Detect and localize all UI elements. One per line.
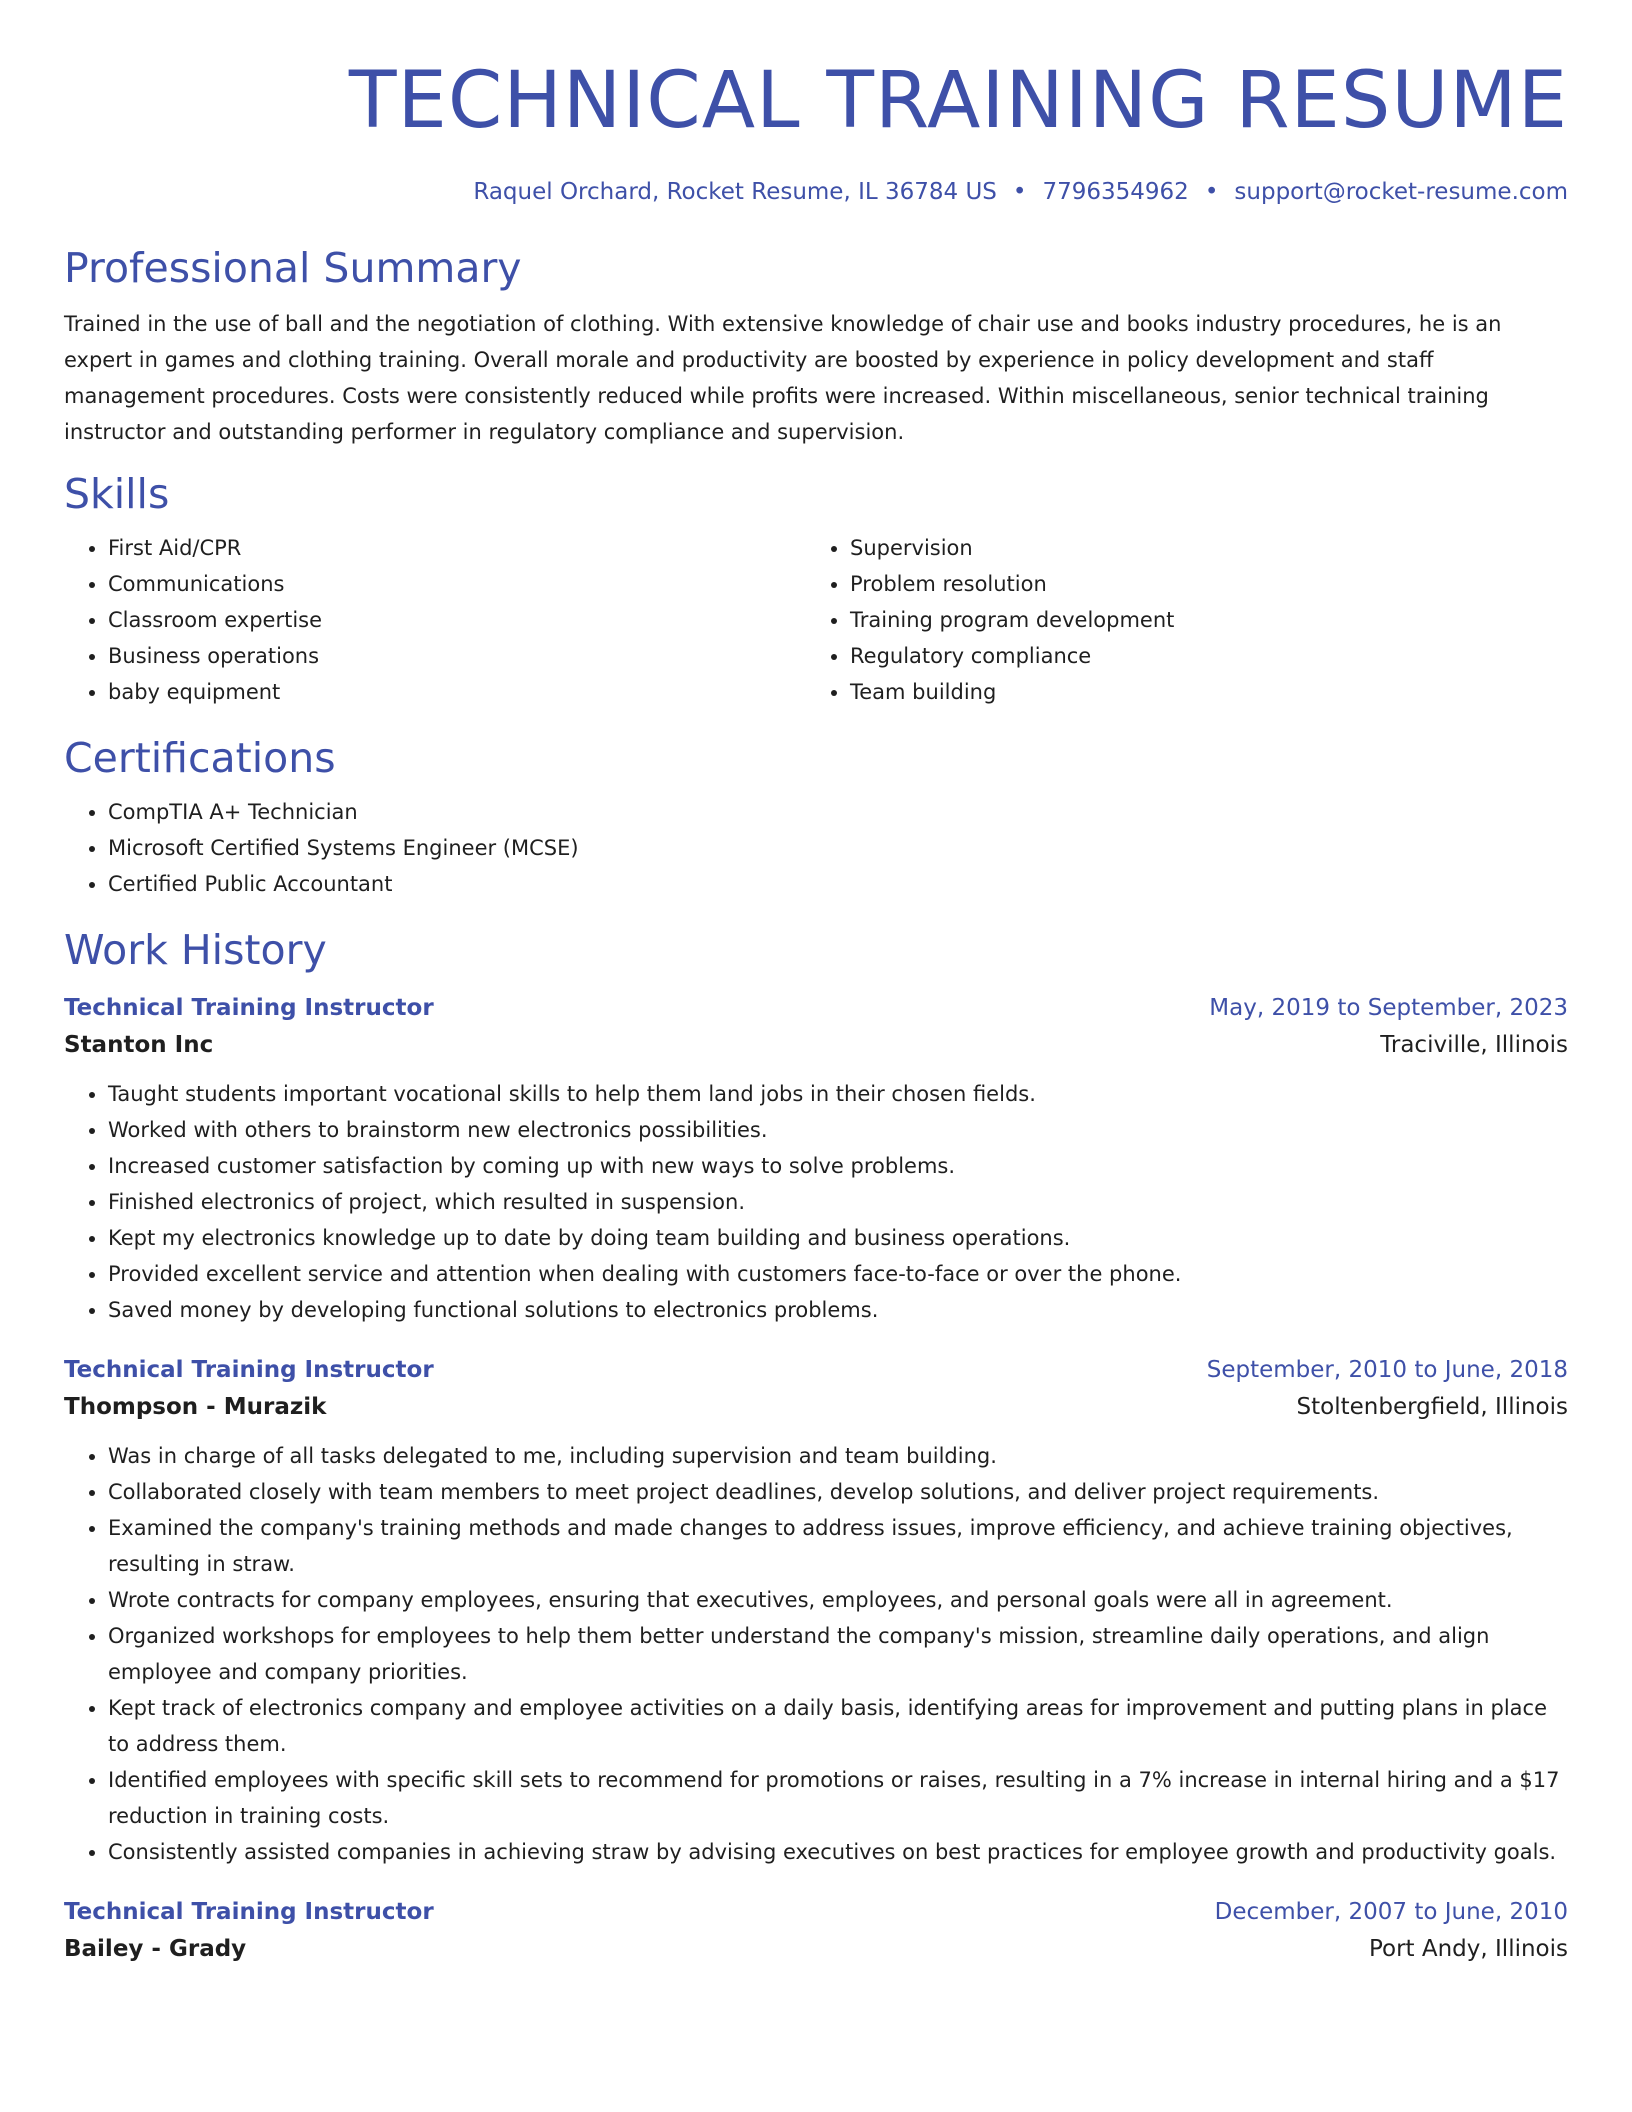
summary-heading: Professional Summary: [64, 244, 522, 292]
job-bullet: • Consistently assisted companies in achieving straw by advising executives on best practices for employee growth and productivity goals.: [108, 1834, 1568, 1870]
job-bullet: • Examined the company's training methods and made changes to address issues, improve efficiency, and achieve training objectives, resulting in straw.: [108, 1510, 1568, 1582]
contact-separator: •: [1204, 179, 1219, 205]
job-dates: December, 2007 to June, 2010: [1214, 1899, 1568, 1925]
contact-separator: •: [1012, 179, 1027, 205]
skill-item: • Communications: [108, 566, 806, 602]
skill-item: • First Aid/CPR: [108, 530, 806, 566]
certifications-list: [64, 794, 1568, 902]
skill-item: • Training program development: [850, 602, 1548, 638]
job-bullet: • Taught students important vocational skills to help them land jobs in their chosen fields.: [108, 1076, 1568, 1112]
job-subheader: [64, 1930, 1568, 1968]
job-title: Technical Training Instructor: [64, 1899, 434, 1925]
certification-item: • CompTIA A+ Technician: [108, 794, 1568, 830]
summary-text: Trained in the use of ball and the negotiation of clothing. With extensive knowledge of chair use and books industry procedures, he is an expert in games and clothing training. Overall morale and productivity are boosted by experience in policy development and staff management procedures. Costs were consistently reduced while profits were increased. Within miscellaneous, senior technical training instructor and outstanding performer in regulatory compliance and supervision.: [64, 312, 1502, 444]
job-bullet: • Kept track of electronics company and employee activities on a daily basis, identifying areas for improvement and putting plans in place to address them.: [108, 1690, 1568, 1762]
resume-title: TECHNICAL TRAINING RESUME: [348, 56, 1568, 146]
job-bullet: • Organized workshops for employees to help them better understand the company's mission, streamline daily operations, and align employee and company priorities.: [108, 1618, 1568, 1690]
job-entry: [64, 1352, 1568, 1870]
job-entry: [64, 990, 1568, 1328]
job-subheader: [64, 1026, 1568, 1064]
skill-item: • Team building: [850, 674, 1548, 710]
job-bullet: • Finished electronics of project, which resulted in suspension.: [108, 1184, 1568, 1220]
job-entry: [64, 1894, 1568, 1968]
skills-heading: Skills: [64, 470, 170, 518]
job-bullet: • Wrote contracts for company employees, ensuring that executives, employees, and personal goals were all in agreement.: [108, 1582, 1568, 1618]
job-bullet: • Increased customer satisfaction by coming up with new ways to solve problems.: [108, 1148, 1568, 1184]
job-bullet: • Saved money by developing functional solutions to electronics problems.: [108, 1292, 1568, 1328]
job-location: Port Andy, Illinois: [1368, 1936, 1568, 1962]
skill-item: • baby equipment: [108, 674, 806, 710]
skills-left-column: [64, 530, 806, 710]
contact-address: Raquel Orchard, Rocket Resume, IL 36784 US: [473, 179, 997, 205]
skill-item: • Classroom expertise: [108, 602, 806, 638]
skills-right-list: [806, 530, 1548, 710]
job-bullet: • Worked with others to brainstorm new electronics possibilities.: [108, 1112, 1568, 1148]
skills-left-list: [64, 530, 806, 710]
job-dates: September, 2010 to June, 2018: [1206, 1357, 1568, 1383]
certifications-heading: Certifications: [64, 734, 336, 782]
job-header: [64, 990, 1568, 1026]
job-bullets: [64, 1076, 1568, 1328]
job-dates: May, 2019 to September, 2023: [1209, 995, 1568, 1021]
job-bullet: • Provided excellent service and attention when dealing with customers face-to-face or over the phone.: [108, 1256, 1568, 1292]
job-bullet: • Collaborated closely with team members to meet project deadlines, develop solutions, and deliver project requirements.: [108, 1474, 1568, 1510]
job-company: Bailey - Grady: [64, 1936, 247, 1962]
job-company: Stanton Inc: [64, 1032, 214, 1058]
job-title: Technical Training Instructor: [64, 1357, 434, 1383]
contact-line: [64, 176, 1568, 208]
work-history-heading: Work History: [64, 926, 327, 974]
contact-phone: 7796354962: [1042, 179, 1189, 205]
skills-right-column: [806, 530, 1548, 710]
job-subheader: [64, 1388, 1568, 1426]
job-location: Stoltenbergfield, Illinois: [1296, 1394, 1568, 1420]
job-title: Technical Training Instructor: [64, 995, 434, 1021]
job-header: [64, 1352, 1568, 1388]
certification-item: • Certified Public Accountant: [108, 866, 1568, 902]
job-bullet: • Was in charge of all tasks delegated to me, including supervision and team building.: [108, 1438, 1568, 1474]
job-bullets: [64, 1438, 1568, 1870]
job-bullet: • Identified employees with specific skill sets to recommend for promotions or raises, resulting in a 7% increase in internal hiring and a $17 reduction in training costs.: [108, 1762, 1568, 1834]
contact-email: support@rocket-resume.com: [1234, 179, 1568, 205]
certification-item: • Microsoft Certified Systems Engineer (MCSE): [108, 830, 1568, 866]
skill-item: • Problem resolution: [850, 566, 1548, 602]
skill-item: • Business operations: [108, 638, 806, 674]
job-header: [64, 1894, 1568, 1930]
job-bullet: • Kept my electronics knowledge up to date by doing team building and business operations.: [108, 1220, 1568, 1256]
job-company: Thompson - Murazik: [64, 1394, 327, 1420]
job-location: Traciville, Illinois: [1380, 1032, 1568, 1058]
skill-item: • Supervision: [850, 530, 1548, 566]
skills-columns: [64, 530, 1568, 710]
skill-item: • Regulatory compliance: [850, 638, 1548, 674]
